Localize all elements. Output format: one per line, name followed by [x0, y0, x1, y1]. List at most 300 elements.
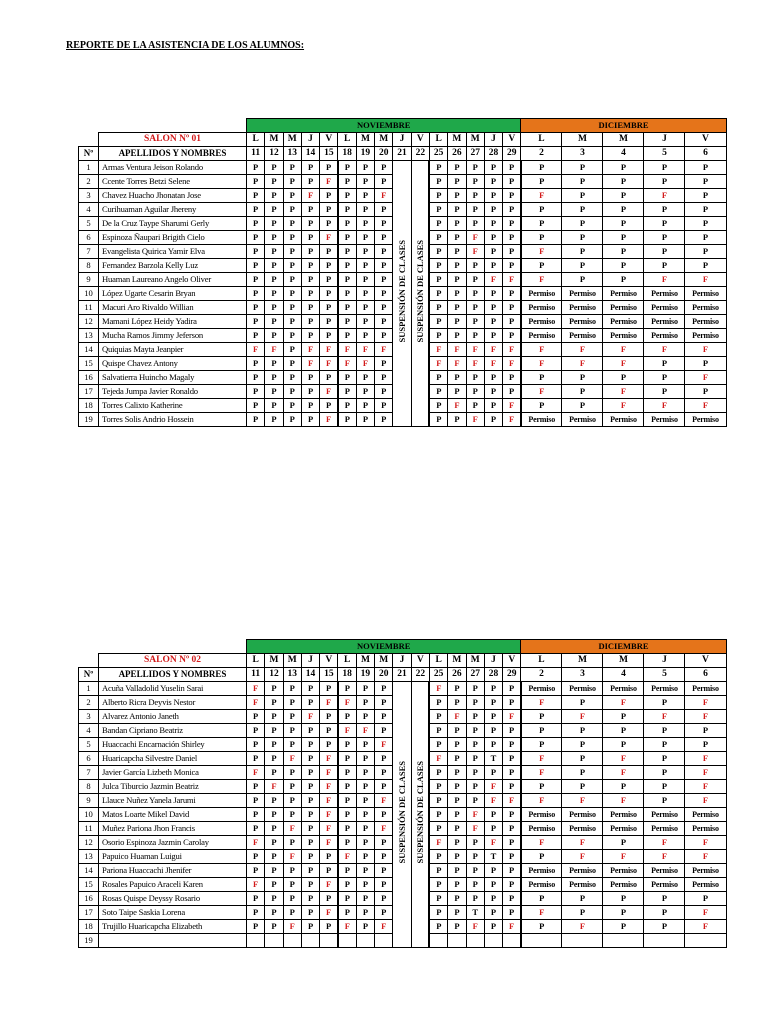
attendance-cell: P — [356, 752, 374, 766]
attendance-cell: P — [562, 259, 603, 273]
attendance-cell: Permiso — [644, 864, 685, 878]
attendance-cell: P — [448, 766, 466, 780]
attendance-cell: P — [265, 161, 283, 175]
attendance-cell: P — [265, 864, 283, 878]
attendance-cell: Permiso — [521, 287, 562, 301]
attendance-cell: P — [503, 385, 521, 399]
attendance-cell: P — [247, 371, 265, 385]
student-name: Tejeda Jumpa Javier Ronaldo — [99, 385, 247, 399]
attendance-cell: P — [448, 724, 466, 738]
attendance-cell: P — [429, 301, 447, 315]
student-name: López Ugarte Cesarin Bryan — [99, 287, 247, 301]
attendance-cell: P — [644, 696, 685, 710]
attendance-cell: P — [429, 850, 447, 864]
attendance-cell: F — [283, 850, 301, 864]
row-number: 19 — [79, 413, 99, 427]
student-name: Trujillo Huaricapcha Elizabeth — [99, 920, 247, 934]
attendance-cell: P — [429, 175, 447, 189]
attendance-cell: P — [484, 878, 502, 892]
attendance-cell: P — [247, 724, 265, 738]
attendance-cell: P — [562, 766, 603, 780]
attendance-cell: Permiso — [685, 287, 726, 301]
row-number: 16 — [79, 371, 99, 385]
attendance-cell: P — [301, 808, 319, 822]
weekday-header: M — [375, 133, 393, 147]
attendance-cell: P — [356, 864, 374, 878]
attendance-cell: P — [283, 231, 301, 245]
attendance-cell: P — [301, 906, 319, 920]
attendance-cell: F — [521, 696, 562, 710]
attendance-cell: P — [356, 710, 374, 724]
attendance-cell — [603, 934, 644, 948]
attendance-cell: Permiso — [685, 413, 726, 427]
attendance-cell — [356, 934, 374, 948]
attendance-cell: P — [356, 766, 374, 780]
attendance-cell: P — [356, 780, 374, 794]
attendance-cell: P — [375, 808, 393, 822]
row-number: 5 — [79, 217, 99, 231]
attendance-cell: P — [265, 794, 283, 808]
day-number-header: 22 — [411, 147, 429, 161]
attendance-cell: P — [375, 682, 393, 696]
student-name: Espinoza Ñaupari Brigith Cielo — [99, 231, 247, 245]
attendance-cell: P — [503, 822, 521, 836]
row-number: 9 — [79, 273, 99, 287]
attendance-cell: P — [375, 231, 393, 245]
attendance-cell: P — [301, 273, 319, 287]
attendance-cell: P — [265, 259, 283, 273]
attendance-cell: P — [320, 710, 338, 724]
weekday-header: M — [265, 133, 283, 147]
attendance-cell: F — [503, 920, 521, 934]
attendance-cell: P — [301, 794, 319, 808]
attendance-cell — [429, 934, 447, 948]
attendance-cell: F — [320, 794, 338, 808]
attendance-cell: P — [356, 231, 374, 245]
row-number: 12 — [79, 836, 99, 850]
attendance-cell: P — [644, 203, 685, 217]
attendance-cell: Permiso — [521, 878, 562, 892]
day-number-header: 12 — [265, 668, 283, 682]
attendance-cell: P — [338, 780, 356, 794]
attendance-cell: P — [265, 822, 283, 836]
attendance-cell: P — [644, 217, 685, 231]
attendance-cell: P — [375, 203, 393, 217]
attendance-cell: P — [685, 203, 726, 217]
attendance-cell: P — [338, 682, 356, 696]
student-name: Huaman Laureano Angelo Oliver — [99, 273, 247, 287]
weekday-header: V — [685, 133, 726, 147]
attendance-cell: P — [562, 245, 603, 259]
attendance-cell: F — [247, 766, 265, 780]
attendance-cell: P — [356, 413, 374, 427]
attendance-cell: F — [320, 822, 338, 836]
attendance-cell: P — [301, 878, 319, 892]
attendance-cell: P — [283, 399, 301, 413]
attendance-cell: P — [503, 696, 521, 710]
attendance-cell: P — [375, 906, 393, 920]
weekday-header: M — [466, 133, 484, 147]
attendance-cell: F — [429, 343, 447, 357]
attendance-cell: P — [356, 245, 374, 259]
attendance-cell: P — [320, 189, 338, 203]
attendance-cell: P — [356, 822, 374, 836]
attendance-cell: P — [484, 385, 502, 399]
attendance-cell: F — [484, 780, 502, 794]
row-number: 8 — [79, 780, 99, 794]
attendance-cell: F — [283, 920, 301, 934]
attendance-cell: P — [466, 724, 484, 738]
attendance-cell: P — [603, 273, 644, 287]
row-number: 7 — [79, 245, 99, 259]
attendance-cell: P — [503, 724, 521, 738]
attendance-cell: P — [301, 752, 319, 766]
attendance-cell: P — [356, 906, 374, 920]
attendance-cell: P — [503, 906, 521, 920]
attendance-cell — [521, 934, 562, 948]
attendance-cell: F — [375, 920, 393, 934]
attendance-cell: P — [484, 203, 502, 217]
attendance-cell: Permiso — [603, 682, 644, 696]
weekday-header: L — [338, 133, 356, 147]
attendance-cell: P — [503, 245, 521, 259]
day-number-header: 21 — [393, 147, 411, 161]
attendance-cell: F — [265, 780, 283, 794]
row-number: 4 — [79, 724, 99, 738]
student-name: Mucha Ramos Jimmy Jeferson — [99, 329, 247, 343]
student-name: Papuico Huaman Luigui — [99, 850, 247, 864]
attendance-cell: P — [283, 217, 301, 231]
number-column-header: Nº — [79, 147, 99, 161]
attendance-cell: F — [562, 357, 603, 371]
attendance-cell: Permiso — [562, 808, 603, 822]
attendance-cell: P — [448, 413, 466, 427]
attendance-cell: P — [338, 203, 356, 217]
attendance-cell: P — [429, 413, 447, 427]
attendance-cell: P — [283, 682, 301, 696]
salon-label: SALON Nº 01 — [99, 133, 247, 147]
weekday-header: V — [411, 133, 429, 147]
attendance-cell: F — [375, 738, 393, 752]
attendance-cell: P — [685, 217, 726, 231]
attendance-cell: P — [685, 245, 726, 259]
attendance-cell: P — [247, 780, 265, 794]
attendance-cell: P — [562, 371, 603, 385]
attendance-cell: P — [644, 161, 685, 175]
day-number-header: 3 — [562, 668, 603, 682]
attendance-cell: P — [283, 413, 301, 427]
attendance-cell: P — [247, 385, 265, 399]
month-header-diciembre: DICIEMBRE — [521, 640, 726, 654]
attendance-cell: F — [484, 343, 502, 357]
attendance-cell: Permiso — [562, 864, 603, 878]
day-number-header: 20 — [375, 668, 393, 682]
attendance-cell: F — [466, 920, 484, 934]
attendance-cell: P — [356, 273, 374, 287]
attendance-cell: P — [484, 329, 502, 343]
attendance-cell: P — [466, 259, 484, 273]
attendance-cell: P — [685, 357, 726, 371]
attendance-cell: Permiso — [562, 822, 603, 836]
attendance-cell: P — [301, 301, 319, 315]
attendance-cell: P — [338, 413, 356, 427]
suspension-label: SUSPENSIÓN DE CLASES — [415, 761, 426, 864]
attendance-cell: P — [484, 189, 502, 203]
student-name: Soto Taipe Saskia Lorena — [99, 906, 247, 920]
row-number: 13 — [79, 329, 99, 343]
attendance-cell: F — [603, 752, 644, 766]
attendance-cell: P — [448, 259, 466, 273]
student-name: Matos Loarte Mikel David — [99, 808, 247, 822]
attendance-cell: P — [429, 710, 447, 724]
attendance-cell: P — [448, 752, 466, 766]
student-name: Armas Ventura Jeison Rolando — [99, 161, 247, 175]
attendance-cell: F — [429, 357, 447, 371]
attendance-cell: P — [356, 329, 374, 343]
attendance-cell: P — [301, 245, 319, 259]
attendance-cell: P — [283, 301, 301, 315]
day-number-header: 15 — [320, 147, 338, 161]
attendance-cell: P — [603, 892, 644, 906]
attendance-cell: P — [320, 245, 338, 259]
attendance-cell: P — [338, 892, 356, 906]
attendance-cell: P — [283, 161, 301, 175]
attendance-cell: Permiso — [521, 864, 562, 878]
attendance-cell: F — [685, 920, 726, 934]
attendance-cell: P — [356, 259, 374, 273]
attendance-cell: P — [644, 766, 685, 780]
attendance-cell: P — [562, 780, 603, 794]
attendance-cell: P — [338, 752, 356, 766]
day-number-header: 13 — [283, 668, 301, 682]
attendance-cell: P — [644, 738, 685, 752]
attendance-cell: P — [338, 287, 356, 301]
attendance-cell: P — [448, 161, 466, 175]
attendance-cell: P — [429, 724, 447, 738]
attendance-cell: P — [562, 399, 603, 413]
attendance-cell: P — [484, 399, 502, 413]
attendance-cell: F — [503, 710, 521, 724]
student-name: Osorio Espinoza Jazmin Carolay — [99, 836, 247, 850]
student-name: Rosales Papuico Araceli Karen — [99, 878, 247, 892]
attendance-cell: P — [484, 864, 502, 878]
attendance-cell: P — [603, 189, 644, 203]
attendance-cell: P — [265, 329, 283, 343]
row-number: 5 — [79, 738, 99, 752]
day-number-header: 12 — [265, 147, 283, 161]
attendance-cell: Permiso — [603, 301, 644, 315]
attendance-cell: P — [356, 399, 374, 413]
attendance-cell: P — [603, 217, 644, 231]
attendance-cell: P — [247, 245, 265, 259]
attendance-cell: P — [562, 161, 603, 175]
weekday-header: J — [644, 654, 685, 668]
attendance-cell: P — [375, 175, 393, 189]
attendance-cell: P — [429, 161, 447, 175]
attendance-cell: P — [429, 864, 447, 878]
attendance-cell: P — [603, 710, 644, 724]
attendance-cell: F — [448, 399, 466, 413]
student-name: Julca Tiburcio Jazmin Beatriz — [99, 780, 247, 794]
attendance-cell: P — [356, 217, 374, 231]
attendance-cell: Permiso — [562, 878, 603, 892]
student-name: Curihuaman Aguilar Jhereny — [99, 203, 247, 217]
attendance-cell: Permiso — [685, 682, 726, 696]
student-name: Huaccachi Encarnación Shirley — [99, 738, 247, 752]
attendance-cell: P — [429, 273, 447, 287]
attendance-cell: P — [301, 822, 319, 836]
attendance-cell: P — [301, 766, 319, 780]
attendance-cell: P — [356, 189, 374, 203]
attendance-cell: F — [503, 413, 521, 427]
attendance-cell: P — [448, 245, 466, 259]
attendance-cell: P — [466, 682, 484, 696]
attendance-cell: P — [338, 189, 356, 203]
attendance-cell: P — [283, 189, 301, 203]
attendance-cell: P — [448, 864, 466, 878]
attendance-cell: P — [265, 315, 283, 329]
attendance-cell: P — [301, 920, 319, 934]
names-column-header: APELLIDOS Y NOMBRES — [99, 668, 247, 682]
row-number: 10 — [79, 287, 99, 301]
attendance-cell: P — [685, 175, 726, 189]
weekday-header: L — [521, 133, 562, 147]
attendance-cell: P — [429, 920, 447, 934]
attendance-cell: P — [265, 738, 283, 752]
attendance-cell: P — [466, 864, 484, 878]
attendance-cell: P — [562, 273, 603, 287]
day-number-header: 18 — [338, 668, 356, 682]
attendance-cell: P — [338, 864, 356, 878]
attendance-cell: P — [466, 836, 484, 850]
attendance-cell: P — [685, 892, 726, 906]
salon-label: SALON Nº 02 — [99, 654, 247, 668]
attendance-cell: P — [356, 738, 374, 752]
attendance-cell: P — [301, 371, 319, 385]
attendance-cell: P — [320, 864, 338, 878]
attendance-cell: F — [320, 836, 338, 850]
attendance-cell: F — [685, 273, 726, 287]
attendance-cell: F — [320, 231, 338, 245]
attendance-cell: P — [320, 259, 338, 273]
attendance-cell: F — [521, 766, 562, 780]
student-name: Huaricapcha Silvestre Daniel — [99, 752, 247, 766]
attendance-cell: P — [356, 808, 374, 822]
attendance-cell — [375, 934, 393, 948]
day-number-header: 18 — [338, 147, 356, 161]
attendance-cell: F — [375, 189, 393, 203]
row-number: 10 — [79, 808, 99, 822]
attendance-cell: F — [338, 343, 356, 357]
row-number: 3 — [79, 189, 99, 203]
attendance-cell: P — [562, 724, 603, 738]
attendance-cell: P — [484, 175, 502, 189]
attendance-cell: Permiso — [644, 682, 685, 696]
row-number: 2 — [79, 696, 99, 710]
attendance-cell: F — [466, 413, 484, 427]
row-number: 9 — [79, 794, 99, 808]
attendance-cell: P — [484, 161, 502, 175]
attendance-cell: Permiso — [562, 682, 603, 696]
student-name: Llauce Nuñez Yanela Jarumi — [99, 794, 247, 808]
attendance-cell: P — [356, 301, 374, 315]
attendance-cell: P — [265, 710, 283, 724]
attendance-cell: P — [466, 752, 484, 766]
suspension-column — [411, 682, 429, 948]
attendance-cell: F — [338, 696, 356, 710]
attendance-cell: P — [283, 878, 301, 892]
attendance-cell: P — [356, 696, 374, 710]
attendance-cell: Permiso — [521, 315, 562, 329]
attendance-cell: F — [301, 710, 319, 724]
attendance-cell: Permiso — [603, 822, 644, 836]
attendance-cell: P — [429, 892, 447, 906]
attendance-cell: P — [356, 203, 374, 217]
student-name: Macuri Aro Rivaldo Willian — [99, 301, 247, 315]
attendance-cell: P — [301, 696, 319, 710]
attendance-cell: P — [503, 780, 521, 794]
attendance-cell: P — [301, 231, 319, 245]
attendance-cell — [283, 934, 301, 948]
attendance-cell: F — [356, 343, 374, 357]
attendance-cell: P — [338, 175, 356, 189]
attendance-cell: P — [448, 808, 466, 822]
attendance-cell: P — [484, 231, 502, 245]
student-name — [99, 934, 247, 948]
day-number-header: 22 — [411, 668, 429, 682]
attendance-cell: F — [320, 906, 338, 920]
attendance-cell: P — [603, 780, 644, 794]
weekday-header: V — [685, 654, 726, 668]
attendance-cell: P — [484, 371, 502, 385]
attendance-cell: Permiso — [521, 301, 562, 315]
attendance-cell: P — [484, 766, 502, 780]
attendance-cell: P — [301, 724, 319, 738]
attendance-cell: F — [320, 357, 338, 371]
attendance-cell: P — [484, 710, 502, 724]
attendance-cell: P — [265, 399, 283, 413]
attendance-cell: P — [283, 766, 301, 780]
attendance-cell: P — [301, 738, 319, 752]
attendance-cell: P — [448, 371, 466, 385]
attendance-cell: P — [265, 682, 283, 696]
attendance-cell: F — [375, 794, 393, 808]
attendance-cell: P — [429, 245, 447, 259]
suspension-column — [393, 682, 411, 948]
attendance-cell: P — [247, 892, 265, 906]
attendance-cell — [466, 934, 484, 948]
attendance-cell: P — [265, 189, 283, 203]
attendance-cell: P — [603, 175, 644, 189]
attendance-cell: P — [562, 231, 603, 245]
attendance-cell: P — [247, 329, 265, 343]
attendance-cell: F — [283, 822, 301, 836]
attendance-cell: F — [603, 850, 644, 864]
attendance-cell: F — [338, 357, 356, 371]
attendance-cell: P — [338, 231, 356, 245]
row-number: 1 — [79, 682, 99, 696]
attendance-cell: P — [265, 696, 283, 710]
attendance-cell: F — [562, 850, 603, 864]
student-name: Muñez Pariona Jhon Francis — [99, 822, 247, 836]
attendance-cell: P — [375, 357, 393, 371]
day-number-header: 27 — [466, 147, 484, 161]
row-number: 13 — [79, 850, 99, 864]
attendance-cell: P — [320, 399, 338, 413]
attendance-cell: P — [283, 371, 301, 385]
attendance-cell: P — [562, 217, 603, 231]
attendance-cell: F — [466, 245, 484, 259]
